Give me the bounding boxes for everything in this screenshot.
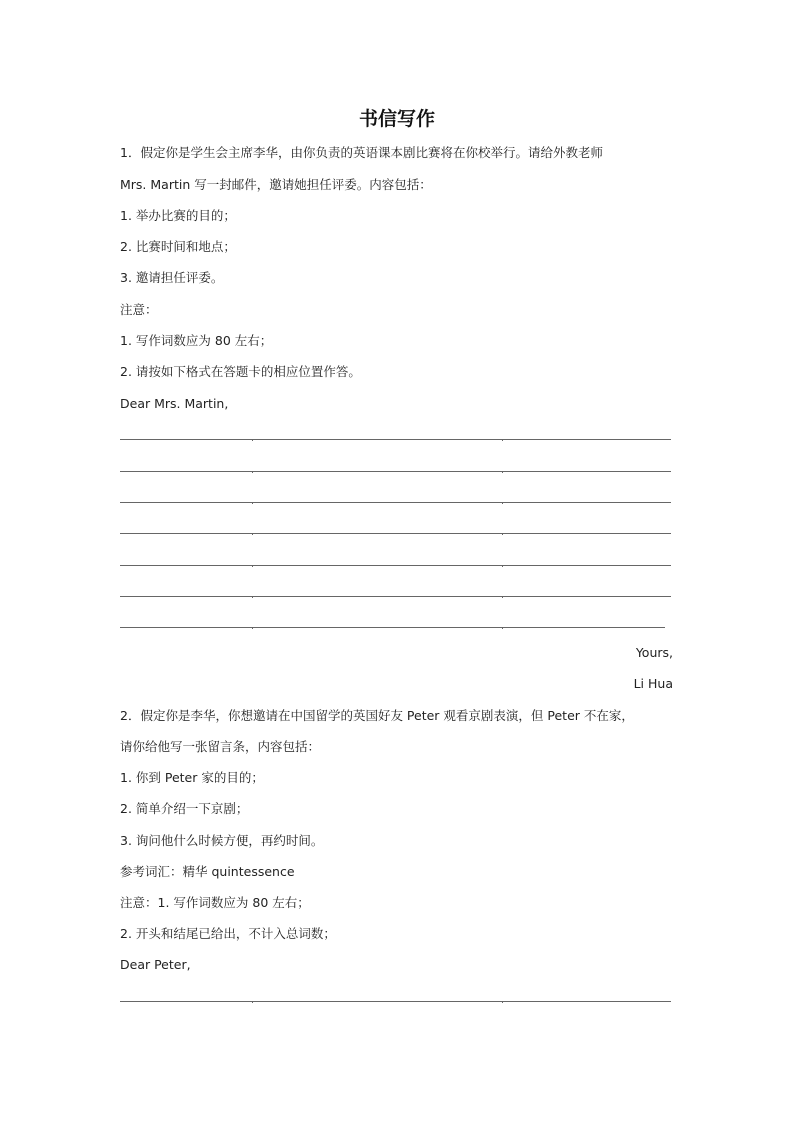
q2-note-2: 2. 开头和结尾已给出，不计入总词数； xyxy=(120,926,336,941)
q1-note-heading: 注意： xyxy=(120,302,158,317)
q1-prompt-line-1: 1．假定你是学生会主席李华，由你负责的英语课本剧比赛将在你校举行。请给外教老师 xyxy=(120,145,603,160)
q1-point-1: 1. 举办比赛的目的； xyxy=(120,208,236,223)
q1-signature: Li Hua xyxy=(633,676,673,691)
answer-line xyxy=(120,596,671,597)
answer-line xyxy=(120,565,671,566)
page-title: 书信写作 xyxy=(358,108,435,130)
q2-point-2: 2. 简单介绍一下京剧； xyxy=(120,801,249,816)
answer-line xyxy=(120,533,671,534)
q2-vocab: 参考词汇：精华 quintessence xyxy=(120,864,295,879)
q2-prompt-line-1: 2．假定你是李华，你想邀请在中国留学的英国好友 Peter 观看京剧表演，但 Peter 不在家， xyxy=(120,708,634,723)
q1-point-3: 3. 邀请担任评委。 xyxy=(120,270,224,285)
answer-line xyxy=(120,471,671,472)
q2-prompt-line-2: 请你给他写一张留言条，内容包括： xyxy=(120,739,321,754)
q1-note-1: 1. 写作词数应为 80 左右； xyxy=(120,333,273,348)
answer-line xyxy=(120,627,665,628)
q2-salutation: Dear Peter, xyxy=(120,957,191,972)
q1-point-2: 2. 比赛时间和地点； xyxy=(120,239,236,254)
answer-line xyxy=(120,502,671,503)
q2-point-1: 1. 你到 Peter 家的目的； xyxy=(120,770,264,785)
answer-line xyxy=(120,439,671,440)
q2-point-3: 3. 询问他什么时候方便，再约时间。 xyxy=(120,833,324,848)
q1-closing: Yours, xyxy=(635,645,673,660)
q2-note-1: 注意：1. 写作词数应为 80 左右； xyxy=(120,895,310,910)
answer-line xyxy=(120,1001,671,1002)
q1-prompt-line-2: Mrs. Martin 写一封邮件，邀请她担任评委。内容包括： xyxy=(120,177,432,192)
q1-note-2: 2. 请按如下格式在答题卡的相应位置作答。 xyxy=(120,364,361,379)
q1-salutation: Dear Mrs. Martin, xyxy=(120,396,229,411)
